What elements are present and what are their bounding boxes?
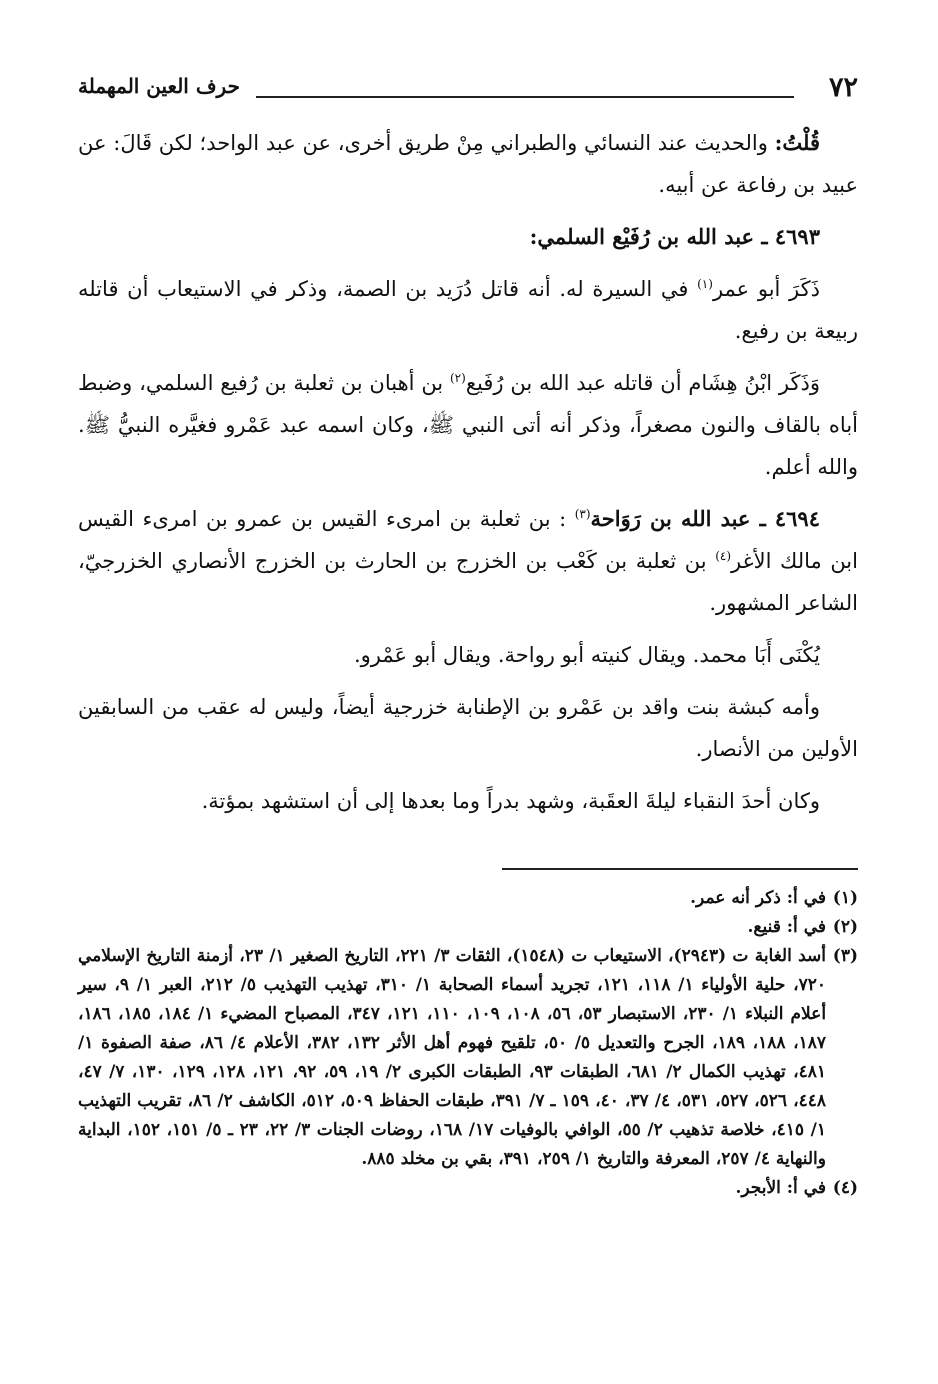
paragraph-text: والحديث عند النسائي والطبراني مِنْ طريق أخرى، عن عبد الواحد؛ لكن قَالَ: عن عبيد بن رفاعة عن أبيه. bbox=[78, 131, 858, 197]
footnote-ref-4[interactable]: (٤) bbox=[715, 549, 732, 563]
paragraph-entry-4694 bbox=[78, 498, 858, 624]
header-rule bbox=[256, 96, 794, 98]
footnote-ref-1[interactable]: (١) bbox=[697, 277, 713, 291]
entry-heading-4693: ٤٦٩٣ ـ عبد الله بن رُفَيْع السلمي: bbox=[529, 224, 820, 249]
paragraph-kunya: يُكْنَى أَبَا محمد. ويقال كنيته أبو رواحة. ويقال أبو عَمْرو. bbox=[353, 643, 820, 667]
footnote-text: في أ: الأبجر. bbox=[735, 1178, 826, 1198]
footnote-number: (١) bbox=[832, 888, 858, 908]
main-text bbox=[78, 122, 858, 832]
running-head bbox=[78, 72, 858, 112]
footnote-text: في أ: قنيع. bbox=[747, 917, 826, 937]
footnote-text: في أ: ذكر أنه عمر. bbox=[690, 888, 826, 908]
footnote-rule bbox=[502, 868, 858, 870]
footnote-ref-3[interactable]: (٣) bbox=[574, 507, 591, 521]
footnote-4 bbox=[78, 1174, 858, 1203]
paragraph-qultu bbox=[78, 122, 858, 206]
paragraph-ibn-hisham bbox=[78, 362, 858, 488]
footnote-3 bbox=[78, 942, 858, 1174]
footnote-text: أسد الغابة ت (٢٩٤٣)، الاستيعاب ت (١٥٤٨)، الثقات ٣/ ٢٢١، التاريخ الصغير ١/ ٢٣، أزمنة التاريخ الإسلامي ٧٢٠، حلية الأولياء ١/ ١١٨، ١٢١، تجريد أسماء الصحابة ١/ ٣١٠، تهذيب التهذيب ٥/ ٢١٢، العبر ١/ ٩، سير أعلام النبلاء ١/ ٢٣٠، الاستبصار ٥٣، ٥٦، ١٠٨، ١٠٩، ١١٠، ١٢١، ٣٤٧، المصباح المضيء ١/ ١٨٤، ١٨٥، ١٨٦، ١٨٧، ١٨٨، ١٨٩، الجرح والتعديل ٥/ ٥٠، تلقيح فهوم أهل الأثر ١٣٢، ٣٨٢، الأعلام ٤/ ٨٦، صفة الصفوة ١/ ٤٨١، تهذيب الكمال ٢/ ٦٨١، الطبقات ٩٣، الطبقات الكبرى ٢/ ١٩، ٥٩، ٩٢، ١٢١، ١٢٨، ١٢٩، ١٣٠، ٧/ ٤٧، ٤٤٨، ٥٢٦، ٥٢٧، ٥٣١، ٤/ ٣٧، ٤٠، ١٥٩ ـ ٧/ ٣٩١، طبقات الحفاظ ٥٠٩، ٥١٢، الكاشف ٢/ ٨٦، تقريب التهذيب ١/ ٤١٥، خلاصة تذهيب ٢/ ٥٥، الوافي بالوفيات ١٧/ ١٦٨، روضات الجنات ٣/ ٢٢، ٢٣ ـ ٥/ ١٥١، ١٥٢، البداية والنهاية ٤/ ٢٥٧، المعرفة والتاريخ ١/ ٢٥٩، ٣٩١، بقي بن مخلد ٨٨٥. bbox=[78, 946, 827, 1169]
paragraph-text: بن أهبان بن ثعلبة بن رُفيع السلمي، وضبط أباه بالقاف والنون مصغراً، وذكر أنه أتى النبي ﷺ، وكان اسمه عبد عَمْرو فغيَّره النبيُّ ﷺ. والله أعلم. bbox=[78, 371, 858, 479]
qultu-lead: قُلْتُ: bbox=[774, 130, 820, 155]
paragraph-mother: وأمه كبشة بنت واقد بن عَمْرو بن الإطنابة خزرجية أيضاً، وليس له عقب من السابقين الأولين من الأنصار. bbox=[78, 695, 858, 761]
footnote-number: (٣) bbox=[832, 946, 858, 966]
footnote-2 bbox=[78, 913, 858, 942]
section-title: حرف العين المهملة bbox=[78, 74, 240, 98]
footnote-number: (٢) bbox=[832, 917, 858, 937]
footnote-ref-2[interactable]: (٢) bbox=[449, 371, 466, 385]
footnotes bbox=[78, 884, 858, 1203]
footnote-1 bbox=[78, 884, 858, 913]
entry-heading-4694: ٤٦٩٤ ـ عبد الله بن رَوَاحة bbox=[590, 506, 820, 531]
paragraph-text: : بن ثعلبة بن امرىء القيس بن عمرو بن امرىء القيس ابن مالك الأغر bbox=[78, 507, 858, 573]
page-number: ٧٢ bbox=[828, 72, 858, 103]
paragraph-text: وَذَكَر ابْنُ هِشَام أن قاتله عبد الله بن رُفَيع bbox=[465, 371, 820, 395]
paragraph-text: في السيرة له. أنه قاتل دُرَيد بن الصمة، وذكر في الاستيعاب أن قاتله ربيعة بن رفيع. bbox=[78, 277, 858, 343]
paragraph-abu-umar bbox=[78, 268, 858, 352]
paragraph-text: بن ثعلبة بن كَعْب بن الخزرج بن الحارث بن الخزرج الأنصاري الخزرجيّ، الشاعر المشهور. bbox=[78, 549, 858, 615]
paragraph-aqaba: وكان أحدَ النقباء ليلةَ العقَبة، وشهد بدراً وما بعدها إلى أن استشهد بمؤتة. bbox=[201, 789, 820, 813]
paragraph-text: ذَكَرَ أبو عمر bbox=[712, 277, 820, 301]
footnote-number: (٤) bbox=[832, 1178, 858, 1198]
